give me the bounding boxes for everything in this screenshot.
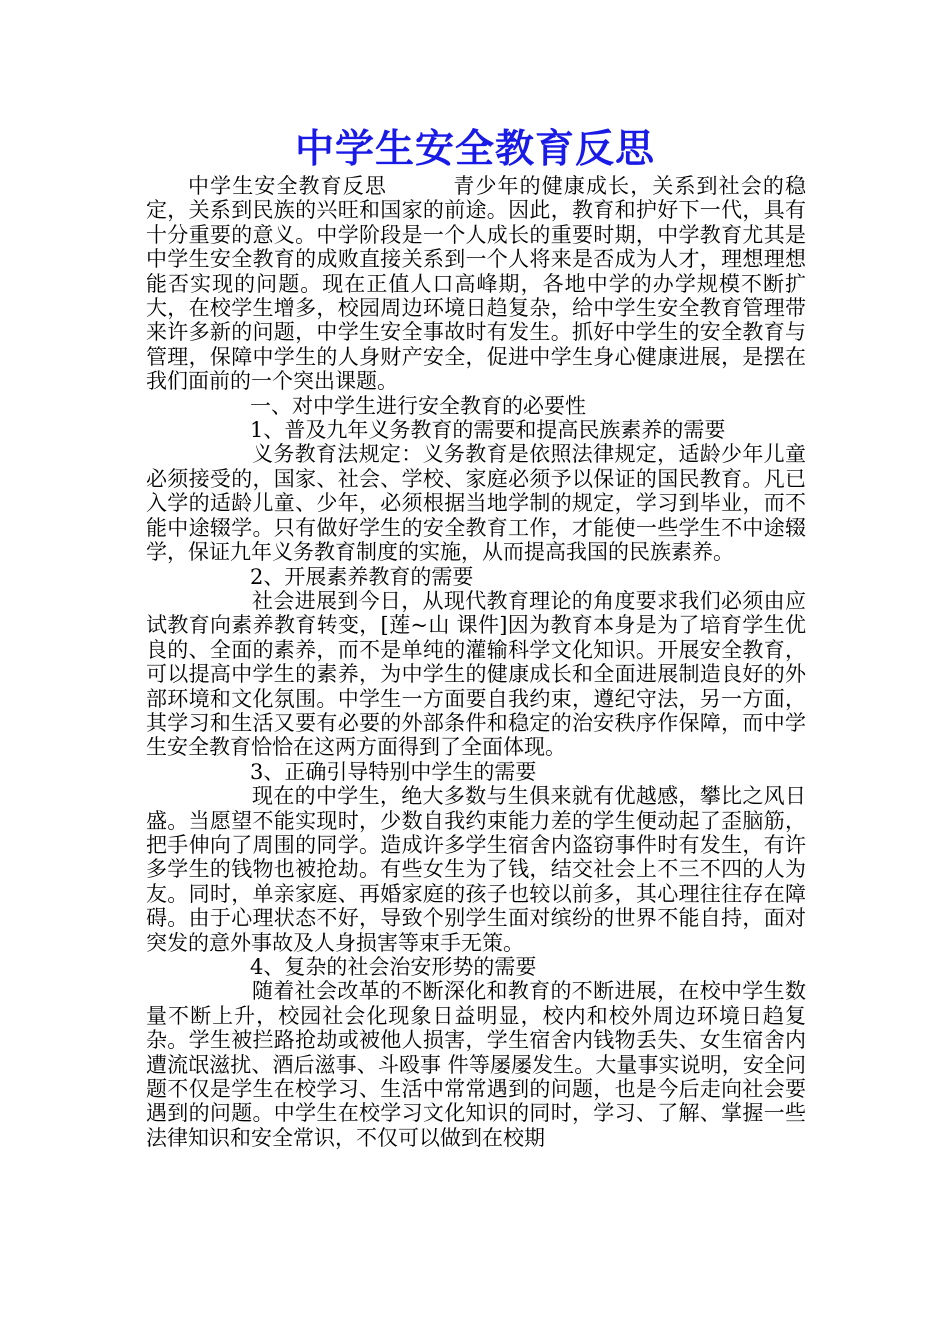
subsection-heading: 2、开展素养教育的需要	[250, 564, 474, 589]
body-paragraph: 现在的中学生，绝大多数与生俱来就有优越感，攀比之风日盛。当愿望不能实现时，少数自我约束能力差的学生便动起了歪脑筋，把手伸向了周围的同学。造成许多学生宿舍内盗窃事件时有发生，有许多学生的钱物也被抢劫。有些女生为了钱，结交社会上不三不四的人为友。同时，单亲家庭、再婚家庭的孩子也较以前多，其心理往往存在障碍。由于心理状态不好，导致个别学生面对缤纷的世界不能自持，面对突发的意外事故及人身损害等束手无策。	[146, 784, 806, 955]
intro-paragraph: 中学生安全教育反思 青少年的健康成长，关系到社会的稳定，关系到民族的兴旺和国家的前途。因此，教育和护好下一代，具有十分重要的意义。中学阶段是一个人成长的重要时期，中学教育尤其是中学生安全教育的成败直接关系到一个人将来是否成为人才，理想理想能否实现的问题。现在正值人口高峰期，各地中学的办学规模不断扩大，在校学生增多，校园周边环境日趋复杂，给中学生安全教育管理带来许多新的问题，中学生安全事故时有发生。抓好中学生的安全教育与管理，保障中学生的人身财产安全，促进中学生身心健康进展，是摆在我们面前的一个突出课题。	[146, 174, 806, 394]
body-paragraph: 社会进展到今日，从现代教育理论的角度要求我们必须由应试教育向素养教育转变，[莲~山 课件]因为教育本身是为了培育学生优良的、全面的素养，而不是单纯的灌输科学文化知识。开展安全教育，可以提高中学生的素养，为中学生的健康成长和全面进展制造良好的外部环境和文化氛围。中学生一方面要自我约束，遵纪守法，另一方面，其学习和生活又要有必要的外部条件和稳定的治安秩序作保障，而中学生安全教育恰恰在这两方面得到了全面体现。	[146, 588, 806, 760]
section-heading: 一、对中学生进行安全教育的必要性	[250, 393, 586, 418]
document-body	[146, 174, 806, 1150]
body-paragraph: 随着社会改革的不断深化和教育的不断进展，在校中学生数量不断上升，校园社会化现象日益明显，校内和校外周边环境日趋复杂。学生被拦路抢劫或被他人损害，学生宿舍内钱物丢失、女生宿舍内遭流氓滋扰、酒后滋事、斗殴事 件等屡屡发生。大量事实说明，安全问题不仅是学生在校学习、生活中常常遇到的问题，也是今后走向社会要遇到的问题。中学生在校学习文化知识的同时，学习、了解、掌握一些法律知识和安全常识，不仅可以做到在校期	[146, 979, 806, 1150]
subsection-heading: 4、复杂的社会治安形势的需要	[250, 955, 537, 979]
subsection-heading: 3、正确引导特别中学生的需要	[250, 759, 537, 784]
subsection-heading: 1、普及九年义务教育的需要和提高民族素养的需要	[250, 418, 726, 443]
document-title: 中学生安全教育反思	[294, 127, 655, 172]
body-paragraph: 义务教育法规定：义务教育是依照法律规定，适龄少年儿童必须接受的，国家、社会、学校、家庭必须予以保证的国民教育。凡已入学的适龄儿童、少年，必须根据当地学制的规定，学习到毕业，而不能中途辍学。只有做好学生的安全教育工作，才能使一些学生不中途辍学，保证九年义务教育制度的实施，从而提高我国的民族素养。	[146, 442, 806, 565]
